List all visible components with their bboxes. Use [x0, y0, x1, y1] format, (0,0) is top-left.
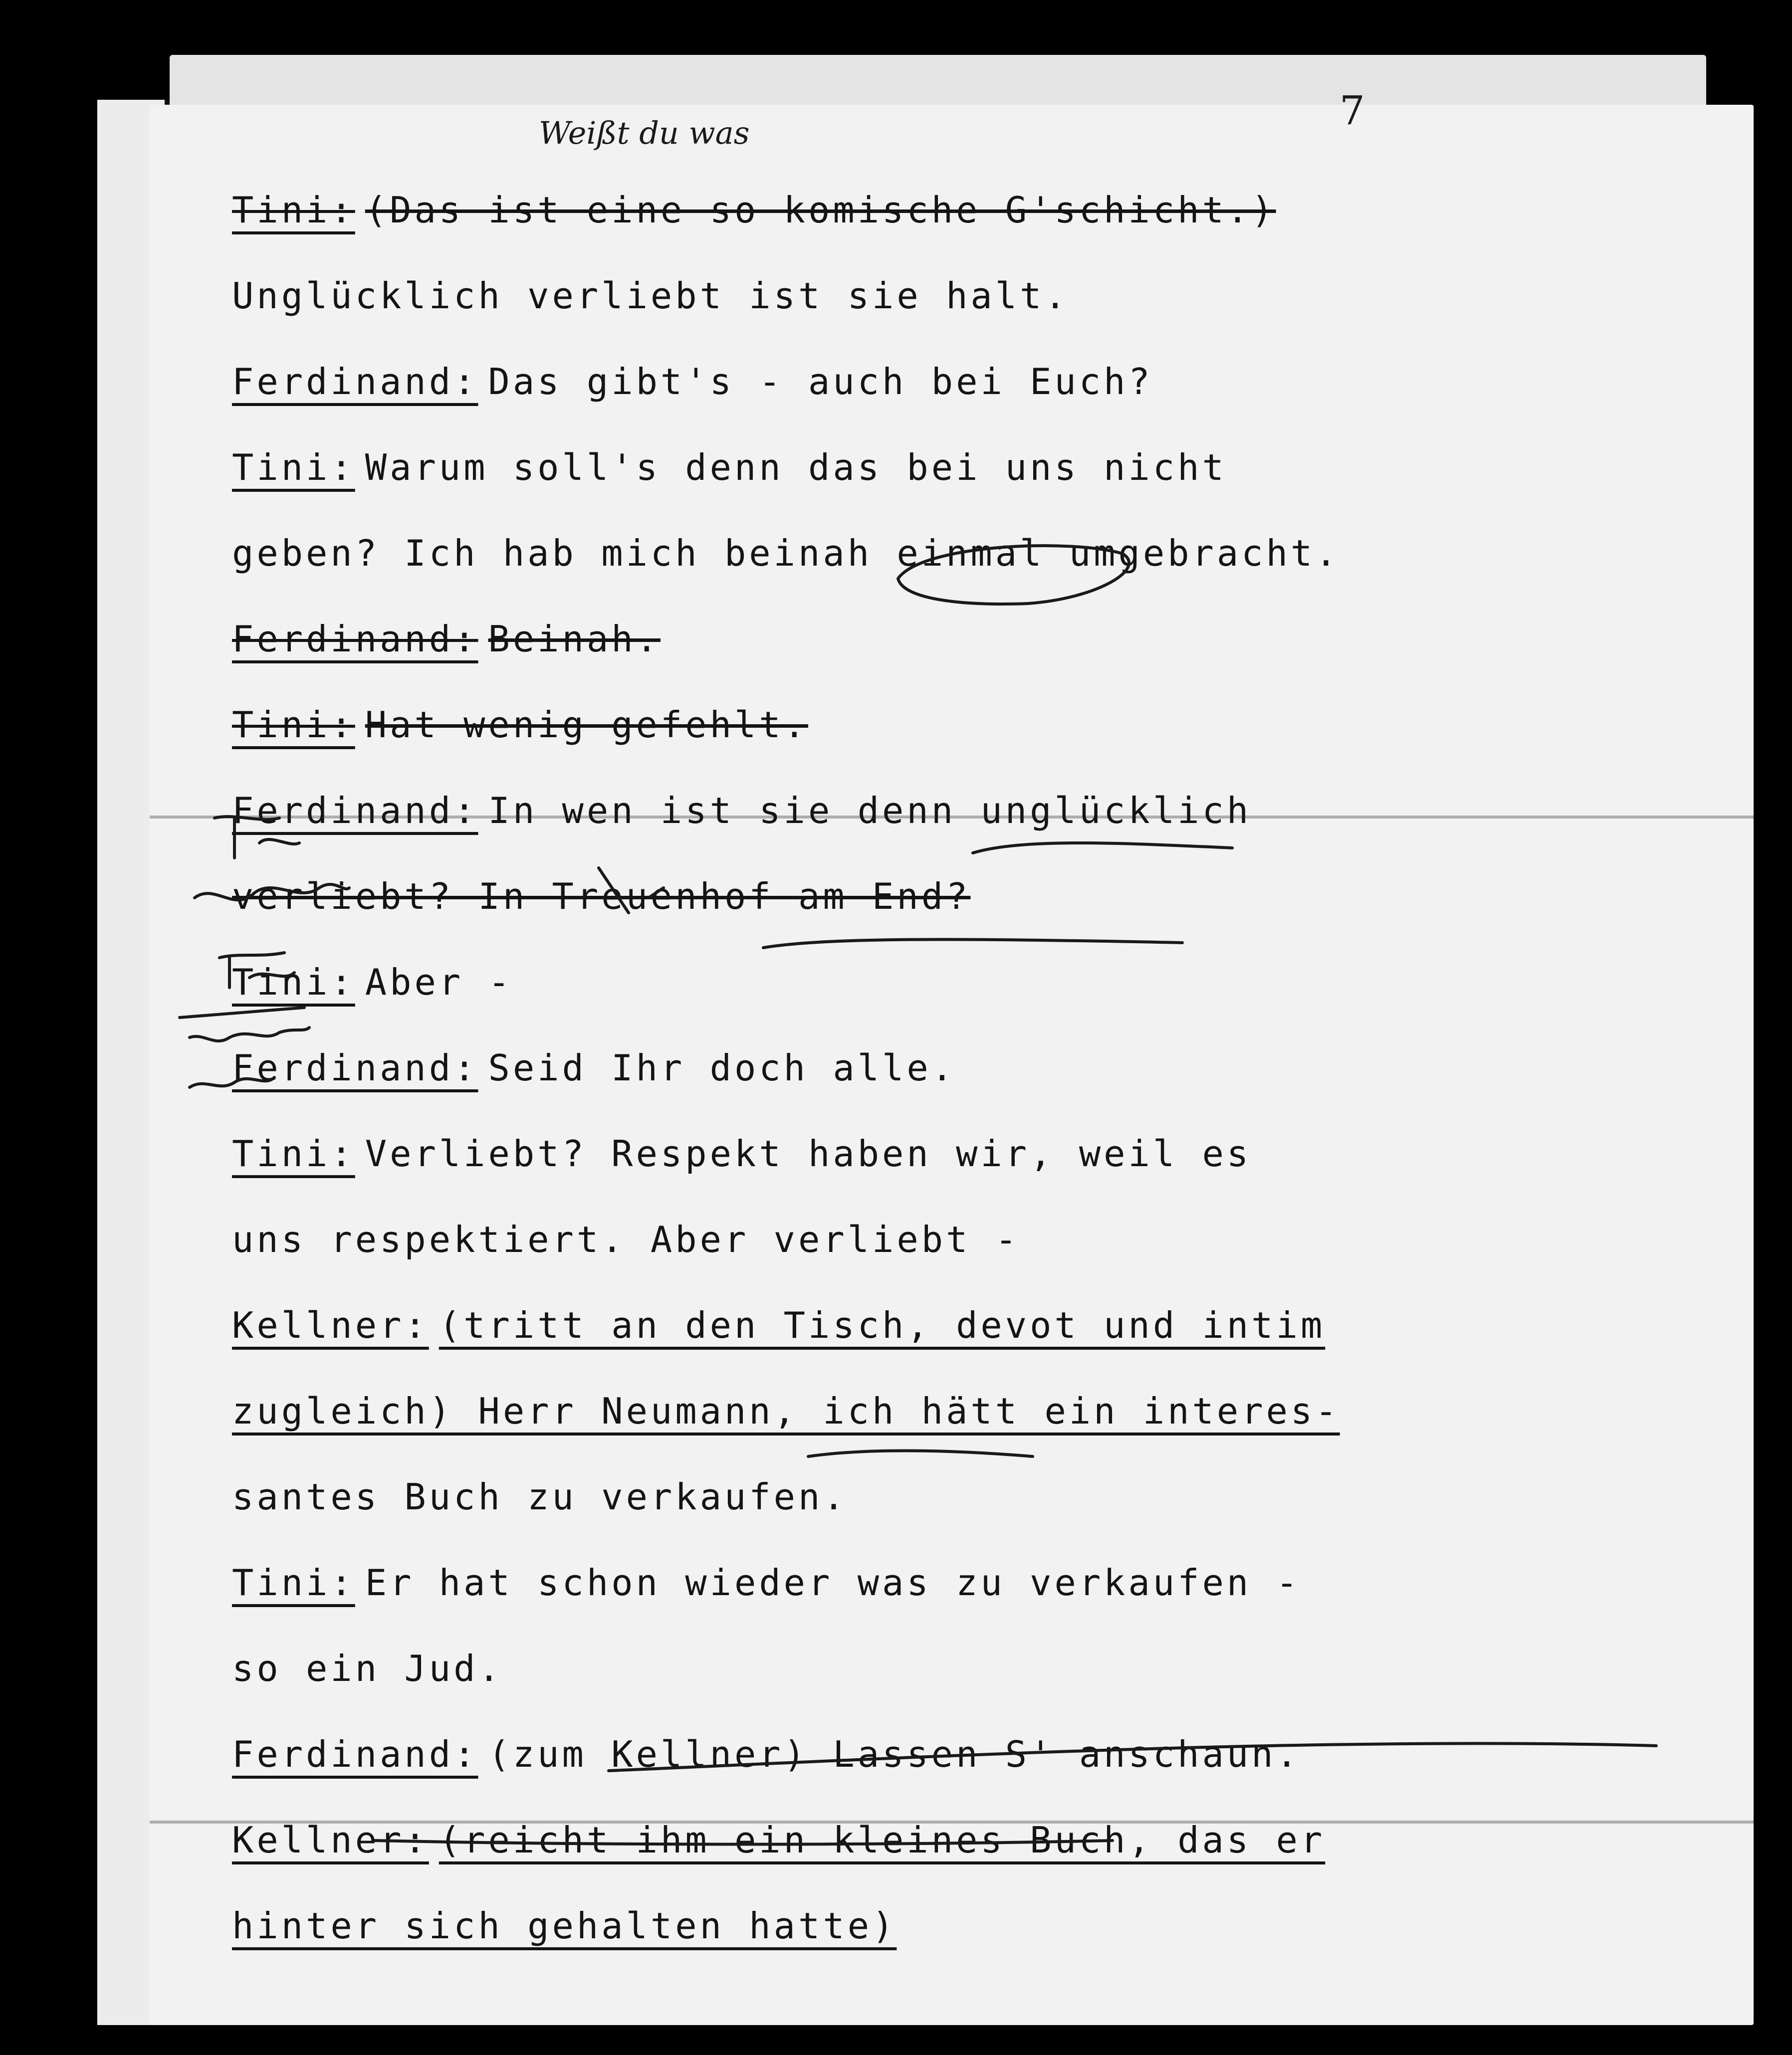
speaker-name: Kellner: — [232, 1304, 429, 1346]
dialogue-text: (reicht ihm ein kleines Buch, das er — [439, 1819, 1326, 1861]
page-number: 7 — [1340, 87, 1365, 134]
dialogue-text: Beinah. — [488, 618, 661, 660]
stage-direction-underline — [609, 1743, 1656, 1771]
dialogue-text: uns respektiert. Aber verliebt - — [232, 1219, 1020, 1260]
speaker-name: Ferdinand: — [232, 1047, 478, 1089]
speaker-name: Ferdinand: — [232, 361, 478, 403]
insertion-mark — [808, 1450, 1033, 1456]
dialogue-text: (zum Kellner) Lassen S' anschaun. — [488, 1733, 1301, 1775]
dialogue-text: Er hat schon wieder was zu verkaufen - — [365, 1562, 1301, 1604]
insertion-mark — [973, 843, 1232, 853]
insertion-mark — [649, 888, 664, 898]
margin-scribble — [190, 1028, 309, 1041]
dialogue-text: hinter sich gehalten hatte) — [232, 1905, 897, 1947]
dialogue-text: Das gibt's - auch bei Euch? — [488, 361, 1153, 403]
speaker-name: Tini: — [232, 1133, 355, 1175]
dialogue-text: Hat wenig gefehlt. — [365, 704, 809, 746]
insertion-mark — [763, 939, 1182, 948]
dialogue-text: Warum soll's denn das bei uns nicht — [365, 446, 1227, 488]
dialogue-text: geben? Ich hab mich beinah einmal umgebracht. — [232, 532, 1340, 574]
dialogue-text: verliebt? In Treuenhof am End? — [232, 875, 971, 917]
dialogue-text: Aber - — [365, 961, 513, 1003]
dialogue-text: Seid Ihr doch alle. — [488, 1047, 956, 1089]
handwritten-insertion: Weißt du was — [539, 115, 750, 151]
pen-loop-mark — [898, 546, 1129, 604]
speaker-name: Tini: — [232, 704, 355, 746]
speaker-name: Tini: — [232, 961, 355, 1003]
dialogue-text: Unglücklich verliebt ist sie halt. — [232, 275, 1069, 317]
stage-direction-underline — [374, 1841, 1113, 1845]
dialogue-text: so ein Jud. — [232, 1647, 503, 1689]
speaker-name: Tini: — [232, 189, 355, 231]
margin-scribble — [190, 1077, 274, 1087]
speaker-name: Ferdinand: — [232, 618, 478, 660]
speaker-name: Kellner: — [232, 1819, 429, 1861]
speaker-name: Ferdinand: — [232, 790, 478, 831]
dialogue-text: zugleich) Herr Neumann, ich hätt ein interes- — [232, 1390, 1340, 1432]
margin-scribble — [215, 817, 299, 858]
insertion-mark — [599, 868, 629, 913]
speaker-name: Ferdinand: — [232, 1733, 478, 1775]
dialogue-text: (tritt an den Tisch, devot und intim — [439, 1304, 1326, 1346]
margin-scribble — [220, 953, 294, 988]
speaker-name: Tini: — [232, 1562, 355, 1604]
speaker-name: Tini: — [232, 446, 355, 488]
dialogue-text: (Das ist eine so komische G'schicht.) — [365, 189, 1276, 231]
margin-scribble — [180, 1008, 304, 1018]
dialogue-text: Verliebt? Respekt haben wir, weil es — [365, 1133, 1252, 1175]
margin-scribble — [195, 884, 349, 900]
dialogue-text: santes Buch zu verkaufen. — [232, 1476, 848, 1518]
dialogue-text: In wen ist sie denn unglücklich — [488, 790, 1252, 831]
